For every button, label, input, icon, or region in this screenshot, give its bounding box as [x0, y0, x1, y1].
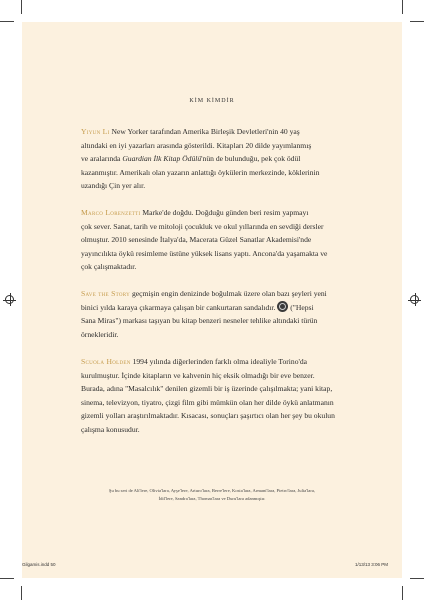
bio-text: 'nün de bulunduğu, pek çok ödül	[201, 154, 301, 164]
crop-mark	[410, 578, 424, 579]
bio-text: sinema, televizyon, tiyatro, çizgi film gibi mümkün olan her dilde öykü anlatmanın	[81, 397, 334, 407]
bio-text: ve aralarında	[81, 154, 123, 164]
bio-name: Marco Lorenzetti	[81, 208, 141, 217]
dedication-footnote	[100, 487, 324, 502]
bio-text: gizemli yolları araştırılmaktadır. Kısacası, sonuçları şaşırtıcı olan her şey bu okulun	[81, 411, 335, 421]
crop-mark	[410, 21, 424, 22]
footnote-line: Şu bu seri de Ali'lere, Olivia'lara, Ayşe'lere, Arturo'lara, Berre'lere, Kosta'lara, Armani'lara, Pietro'lara, Julia'lara,	[108, 488, 316, 493]
bio-text: olmuştur. 2010 senesinde İtalya'da, Macerata Güzel Sanatlar Akademisi'nde	[81, 235, 312, 245]
bio-marco-lorenzetti	[81, 206, 363, 274]
bio-text: Burada, adına "Masalcılık" denilen gizemli bir iş üzerinde çalışılmakta; yani kitap,	[81, 384, 333, 394]
bio-text: New Yorker tarafından Amerika Birleşik Devletleri'nin 40 yaş	[111, 127, 300, 136]
bio-text: Sana Miras") markası taşıyan bu kitap benzeri nesneler tehlike altındaki türün	[81, 316, 318, 326]
bio-text: yayıncılıkta öykü resimleme üstüne yüksek lisans yaptı. Ancona'da yaşamakta ve	[81, 248, 328, 258]
crop-mark	[21, 0, 22, 14]
bio-text: çok çalışmaktadır.	[81, 262, 137, 272]
bio-text: 1994 yılında diğerlerinden farklı olma idealiyle Torino'da	[132, 357, 308, 366]
bio-text: ("Hepsi	[290, 302, 314, 312]
bio-name: Yiyun Li	[81, 127, 110, 136]
crop-mark	[0, 21, 14, 22]
crop-mark	[21, 586, 22, 600]
bio-text: uzandığı Çin yer alır.	[81, 181, 146, 191]
registration-mark-icon	[410, 295, 419, 304]
footnote-line: İdil'lere, Sandra'lara, Thomas'lara ve Duru'lara adanmıştır.	[158, 495, 266, 501]
bio-name: Save the Story	[81, 289, 131, 298]
registration-mark-icon	[5, 295, 14, 304]
bio-scuola-holden	[81, 355, 363, 437]
bio-text: kazanmıştır. Amerikalı olan yazarın anlattığı öykülerin merkezinde, köklerinin	[81, 167, 320, 177]
bio-save-the-story	[81, 287, 363, 341]
bio-text: örnekleridir.	[81, 329, 119, 339]
slug-date: 1/13/13 3:06 PM	[355, 562, 389, 567]
crop-mark	[402, 0, 403, 14]
bio-text: binici yılda karaya çıkarmaya çalışan bir cankurtaran sandalıdır.	[81, 302, 276, 312]
stamp-logo-icon	[277, 301, 288, 312]
bio-yiyun-li	[81, 125, 363, 193]
bio-text: geçmişin engin denizinde boğulmak üzere olan bazı şeyleri yeni	[131, 289, 327, 298]
bio-text: Marke'de doğdu. Doğduğu günden beri resim yapmayı	[142, 208, 309, 217]
bio-text: çalışma konusudur.	[81, 424, 140, 434]
page-title: KİM KİMDİR	[189, 98, 235, 104]
bio-text: altındaki en iyi yazarları arasında gösterildi. Kitapları 20 dilde yayımlanmış	[81, 140, 312, 150]
crop-mark	[402, 586, 403, 600]
bio-text: çok sever. Sanat, tarih ve mitoloji çocukluk ve okul yıllarında en sevdiği dersler	[81, 221, 324, 231]
slug-filename: Gilgamis.indd 50	[22, 562, 56, 567]
bio-text: kurulmuştur. İçinde kitapların ve kahvenin hiç eksik olmadığı bir eve benzer.	[81, 370, 315, 380]
bio-name: Scuola Holden	[81, 357, 131, 366]
award-title: Guardian İlk Kitap Ödülü	[122, 154, 202, 164]
crop-mark	[0, 578, 14, 579]
